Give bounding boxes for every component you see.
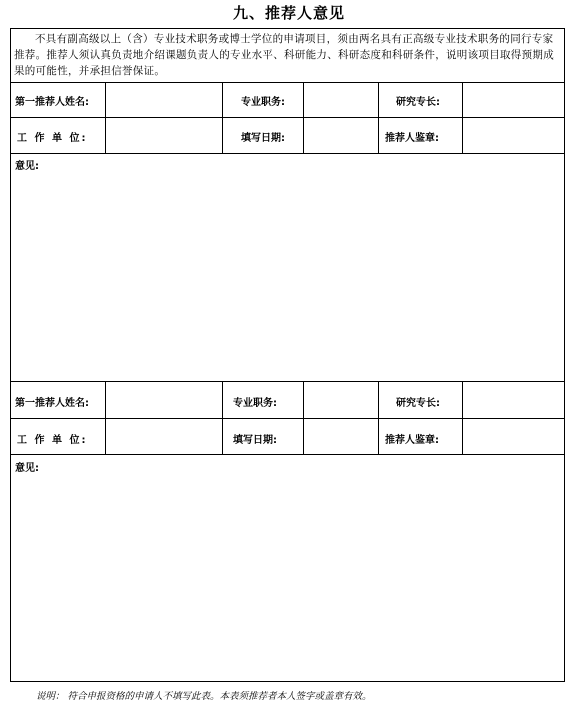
work-unit-label: 工 作 单 位: [17, 435, 88, 446]
divider [10, 418, 565, 419]
research-specialty-field[interactable] [464, 84, 563, 116]
research-specialty-label: 研究专长: [396, 398, 440, 409]
fill-date-label: 填写日期: [241, 133, 285, 144]
divider [10, 153, 565, 154]
footnote: 说明： 符合申报资格的申请人不填写此表。本表须推荐者本人签字或盖章有效。 [36, 691, 372, 702]
divider [462, 82, 463, 153]
fill-date-field[interactable] [305, 420, 377, 453]
divider [222, 82, 223, 153]
recommender-name-label: 第一推荐人姓名: [15, 398, 89, 409]
work-unit-label: 工 作 单 位: [17, 133, 88, 144]
divider [222, 381, 223, 454]
fill-date-label: 填写日期: [233, 435, 277, 446]
divider [303, 381, 304, 454]
divider [378, 82, 379, 153]
opinion-label: 意见: [15, 161, 39, 172]
professional-title-field[interactable] [305, 383, 377, 417]
opinion-field[interactable] [11, 172, 564, 378]
divider [105, 82, 106, 153]
research-specialty-label: 研究专长: [396, 97, 440, 108]
recommender-name-field[interactable] [107, 383, 221, 417]
fill-date-field[interactable] [305, 119, 377, 152]
recommender-name-field[interactable] [107, 84, 221, 116]
signature-label: 推荐人鉴章: [385, 133, 439, 144]
signature-label: 推荐人鉴章: [385, 435, 439, 446]
divider [378, 381, 379, 454]
opinion-label: 意见: [15, 463, 39, 474]
divider [462, 381, 463, 454]
divider [105, 381, 106, 454]
section-title: 九、推荐人意见 [232, 4, 345, 22]
opinion-field[interactable] [11, 474, 564, 680]
divider [10, 454, 565, 455]
signature-field[interactable] [464, 420, 563, 453]
divider [10, 82, 565, 83]
research-specialty-field[interactable] [464, 383, 563, 417]
divider [10, 381, 565, 382]
professional-title-field[interactable] [305, 84, 377, 116]
signature-field[interactable] [464, 119, 563, 152]
professional-title-label: 专业职务: [241, 97, 285, 108]
professional-title-label: 专业职务: [233, 398, 277, 409]
divider [303, 82, 304, 153]
work-unit-field[interactable] [107, 420, 221, 453]
work-unit-field[interactable] [107, 119, 221, 152]
intro-text: 不具有副高级以上（含）专业技术职务或博士学位的申请项目，须由两名具有正高级专业技术职务的同行专家推荐。推荐人须认真负责地介绍课题负责人的专业水平、科研能力、科研态度和科研条件，说明该项目取得预期成果的可能性，并承担信誉保证。 [14, 33, 554, 77]
divider [10, 117, 565, 118]
recommender-name-label: 第一推荐人姓名: [15, 97, 89, 108]
